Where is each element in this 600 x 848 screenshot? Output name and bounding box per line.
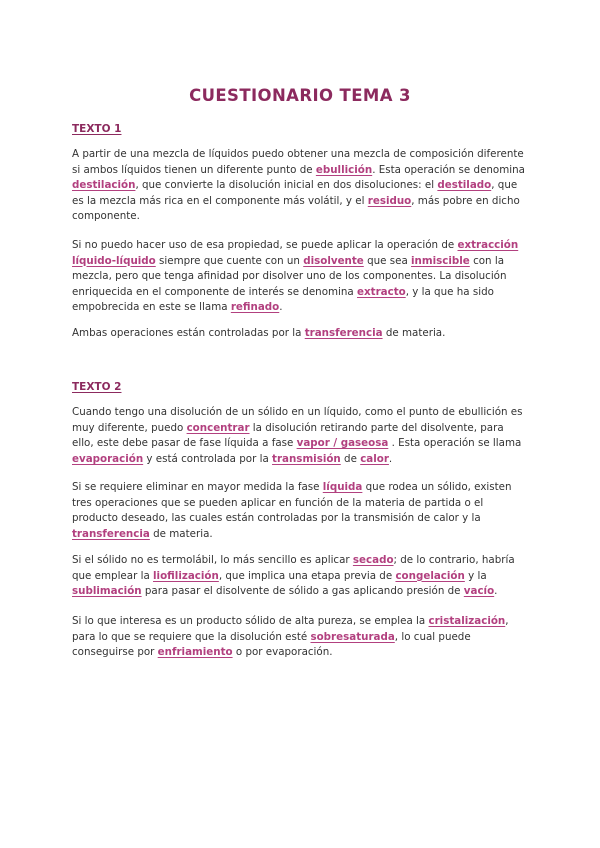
text-run: Si el sólido no es termolábil, lo más sencillo es aplicar — [72, 554, 353, 566]
text-run: . — [494, 585, 498, 598]
text-run: de — [340, 452, 361, 465]
answer-keyword: vapor / gaseosa — [296, 437, 389, 450]
answer-keyword: concentrar — [186, 421, 250, 434]
section-1-paragraph-1 — [72, 147, 528, 225]
section-2-heading: TEXTO 2 — [72, 381, 122, 393]
answer-keyword: transmisión — [272, 452, 341, 465]
text-run: con la mezcla, pero que tenga afinidad por disolver uno de los componentes. La disolución enriquecida en el componente de interés se denomina — [72, 254, 507, 298]
text-run: que rodea un sólido, existen tres operaciones que se pueden aplicar en función de la materia de partida o el producto deseado, las cuales están controladas por la transmisión de calor y la — [72, 481, 512, 525]
text-run: Si lo que interesa es un producto sólido de alta pureza, se emplea la — [72, 615, 429, 627]
text-run: que sea — [363, 254, 412, 267]
text-run: Ambas operaciones están controladas por la — [72, 327, 305, 339]
answer-keyword: ebullición — [315, 163, 373, 176]
answer-keyword: destilación — [72, 179, 136, 192]
text-run: , que es la mezcla más rica en el componente más volátil, y el — [72, 179, 518, 207]
answer-keyword: transferencia — [304, 327, 383, 339]
text-run: o por evaporación. — [232, 646, 333, 659]
text-run: Si no puedo hacer uso de esa propiedad, se puede aplicar la operación de — [72, 239, 458, 251]
text-run: . — [279, 301, 283, 314]
text-run: Cuando tengo una disolución de un sólido en un líquido, como el punto de ebullición es muy diferente, puedo — [72, 406, 523, 434]
answer-keyword: transferencia — [72, 527, 150, 540]
answer-keyword: vacío — [463, 585, 495, 598]
section-2-paragraph-2 — [72, 480, 528, 542]
answer-keyword: residuo — [367, 194, 412, 207]
text-run: la disolución retirando parte del disolvente, para ello, este debe pasar de fase líquida a fase — [72, 421, 504, 450]
text-run: de materia. — [382, 327, 446, 339]
text-run: Si se requiere eliminar en mayor medida la fase — [72, 481, 323, 493]
answer-keyword: disolvente — [303, 254, 364, 267]
section-1-paragraph-2 — [72, 238, 528, 316]
answer-keyword: líquida — [322, 481, 363, 493]
text-run: y está controlada por la — [143, 452, 273, 465]
section-2-paragraph-1 — [72, 405, 528, 467]
answer-keyword: calor — [360, 452, 389, 465]
text-run: , más pobre en dicho componente. — [72, 194, 520, 223]
text-run: siempre que cuente con un — [155, 254, 304, 267]
text-run: . Esta operación se denomina — [372, 163, 525, 176]
text-run: , lo cual puede conseguirse por — [72, 630, 471, 659]
text-run: de materia. — [149, 527, 213, 540]
text-run: para pasar el disolvente de sólido a gas aplicando presión de — [141, 585, 464, 598]
section-2-paragraph-3 — [72, 553, 528, 600]
text-run: , para lo que se requiere que la disolución esté — [72, 615, 509, 643]
section-1-paragraph-3 — [72, 326, 528, 342]
text-run: . — [388, 452, 393, 465]
text-run: ; de lo contrario, habría que emplear la — [72, 554, 515, 582]
answer-keyword: enfriamiento — [157, 646, 233, 659]
section-2-paragraph-4 — [72, 614, 528, 661]
text-run: A partir de una mezcla de líquidos puedo obtener una mezcla de composición diferente si ambos líquidos tienen un diferente punto de — [72, 148, 524, 176]
answer-keyword: sublimación — [72, 585, 142, 598]
answer-keyword: sobresaturada — [310, 630, 395, 643]
answer-keyword: refinado — [230, 301, 280, 314]
text-run: , que convierte la disolución inicial en dos disoluciones: el — [135, 179, 438, 192]
answer-keyword: liofilización — [153, 569, 219, 582]
answer-keyword: extracto — [357, 285, 406, 298]
answer-keyword: extracción líquido-líquido — [72, 239, 519, 267]
section-1-heading: TEXTO 1 — [72, 123, 122, 135]
answer-keyword: cristalización — [428, 615, 506, 627]
answer-keyword: congelación — [395, 569, 465, 582]
answer-keyword: inmiscible — [411, 254, 470, 267]
answer-keyword: evaporación — [72, 452, 144, 465]
text-run: . Esta operación se llama — [388, 437, 522, 450]
text-run: , y la que ha sido empobrecida en este se llama — [72, 285, 494, 314]
page-title: CUESTIONARIO TEMA 3 — [189, 86, 411, 105]
answer-keyword: secado — [352, 554, 394, 566]
answer-keyword: destilado — [437, 179, 492, 192]
text-run: y la — [464, 569, 487, 582]
text-run: , que implica una etapa previa de — [218, 569, 396, 582]
